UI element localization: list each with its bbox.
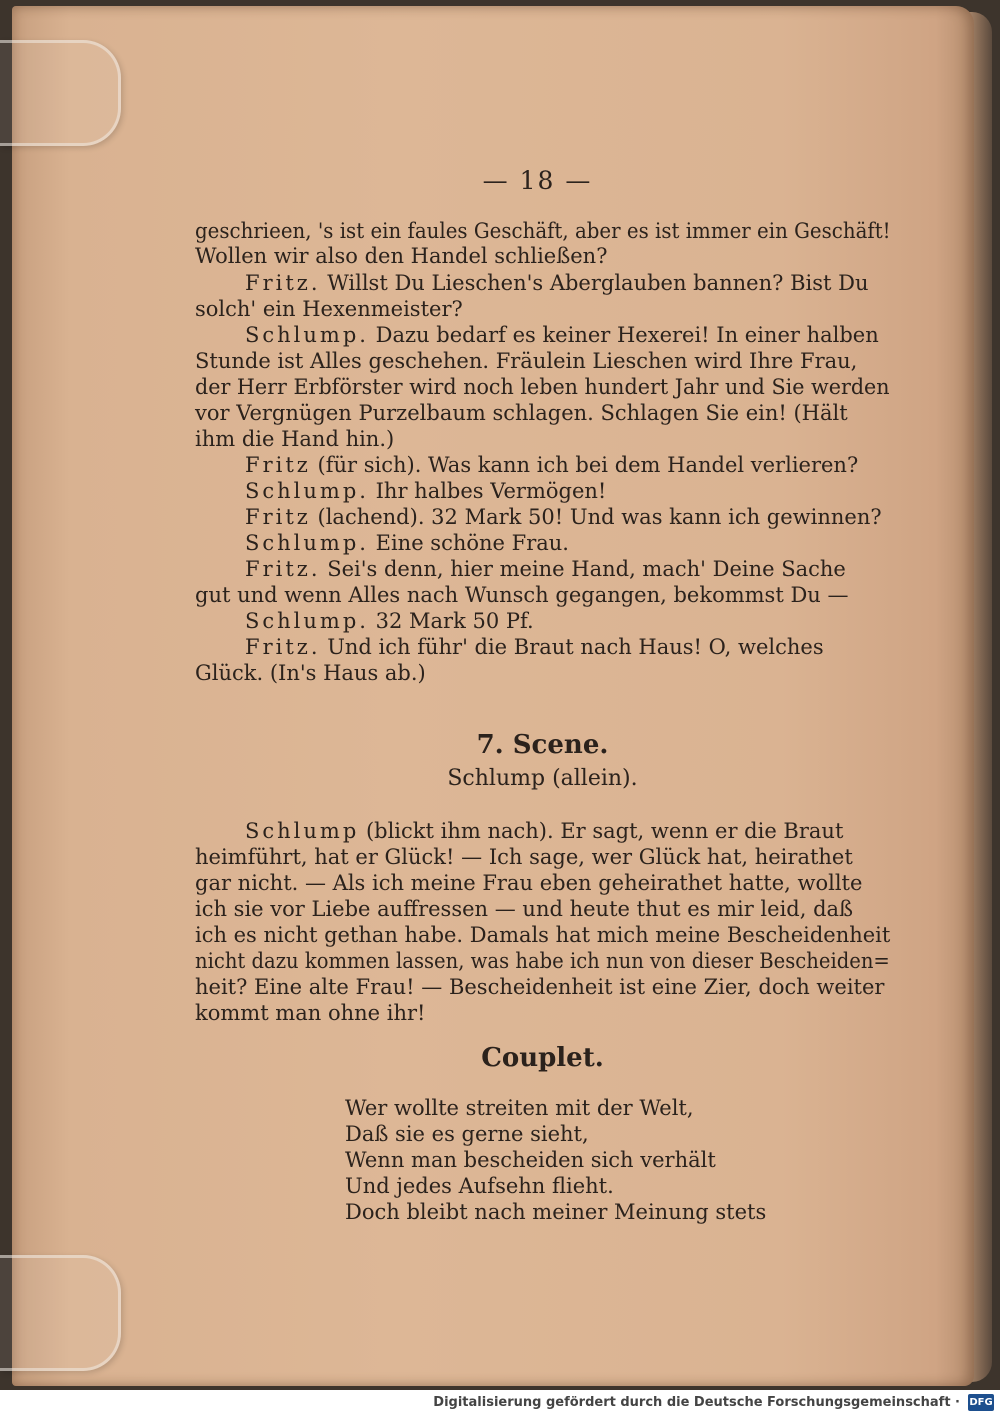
speaker-name: Schlump. — [245, 531, 369, 555]
dfg-logo: DFG — [968, 1394, 994, 1411]
text-line: nicht dazu kommen lassen, was habe ich nun von dieser Bescheiden= — [195, 949, 890, 973]
text-line: gar nicht. — Als ich meine Frau eben geheirathet hatte, wollte — [195, 871, 863, 895]
verse-line: Doch bleibt nach meiner Meinung stets — [345, 1200, 767, 1224]
text-line: Stunde ist Alles geschehen. Fräulein Lieschen wird Ihre Frau, — [195, 349, 858, 373]
text-line: ich sie vor Liebe auffressen — und heute thut es mir leid, daß — [195, 897, 854, 921]
text-line: Fritz (für sich). Was kann ich bei dem Handel verlieren? — [245, 453, 859, 477]
text-line: Schlump. Ihr halbes Vermögen! — [245, 479, 607, 503]
text-line: Schlump. 32 Mark 50 Pf. — [245, 609, 534, 633]
page-clip-top — [0, 40, 121, 146]
speaker-name: Fritz — [245, 453, 311, 477]
speaker-name: Schlump. — [245, 609, 369, 633]
speaker-name: Fritz — [245, 505, 311, 529]
text-line: heimführt, hat er Glück! — Ich sage, wer Glück hat, heirathet — [195, 845, 853, 869]
text-line: Fritz. Sei's denn, hier meine Hand, mach' Deine Sache — [245, 557, 846, 581]
page-number: — 18 — — [482, 166, 593, 195]
scene-title: 7. Scene. — [476, 730, 609, 760]
text-line: solch' ein Hexenmeister? — [195, 297, 463, 321]
text-line: Fritz. Willst Du Lieschen's Aberglauben bannen? Bist Du — [245, 271, 869, 295]
speaker-name: Schlump. — [245, 479, 369, 503]
funding-credit: Digitalisierung gefördert durch die Deutsche Forschungsgemeinschaft · — [433, 1395, 960, 1410]
text-line: Schlump (blickt ihm nach). Er sagt, wenn er die Braut — [245, 819, 844, 843]
text-line: Fritz (lachend). 32 Mark 50! Und was kann ich gewinnen? — [245, 505, 882, 529]
footer-bar — [0, 1390, 1000, 1416]
text-line: Wollen wir also den Handel schließen? — [195, 244, 608, 268]
text-line: gut und wenn Alles nach Wunsch gegangen, bekommst Du — — [195, 583, 849, 607]
text-line: ich es nicht gethan habe. Damals hat mich meine Bescheidenheit — [195, 923, 891, 947]
text-line: heit? Eine alte Frau! — Bescheidenheit ist eine Zier, doch weiter — [195, 975, 885, 999]
speaker-name: Fritz. — [245, 635, 321, 659]
text-line: vor Vergnügen Purzelbaum schlagen. Schlagen Sie ein! (Hält — [195, 401, 848, 425]
text-line: Glück. (In's Haus ab.) — [195, 661, 426, 685]
speaker-name: Schlump. — [245, 323, 369, 347]
text-line: ihm die Hand hin.) — [195, 427, 395, 451]
speaker-name: Fritz. — [245, 271, 321, 295]
speaker-name: Schlump — [245, 819, 360, 843]
verse-line: Und jedes Aufsehn flieht. — [345, 1174, 614, 1198]
verse-line: Daß sie es gerne sieht, — [345, 1122, 589, 1146]
text-line: Fritz. Und ich führ' die Braut nach Haus! O, welches — [245, 635, 824, 659]
text-line: der Herr Erbförster wird noch leben hundert Jahr und Sie werden — [195, 375, 890, 399]
scene-subtitle: Schlump (allein). — [447, 766, 638, 791]
verse-line: Wer wollte streiten mit der Welt, — [345, 1096, 694, 1120]
text-line: Schlump. Eine schöne Frau. — [245, 531, 569, 555]
couplet-title: Couplet. — [481, 1043, 604, 1073]
text-line: geschrieen, 's ist ein faules Geschäft, aber es ist immer ein Geschäft! — [195, 219, 891, 243]
verse-line: Wenn man bescheiden sich verhält — [345, 1148, 716, 1172]
page-clip-bottom — [0, 1255, 121, 1371]
speaker-name: Fritz. — [245, 557, 321, 581]
text-line: kommt man ohne ihr! — [195, 1001, 426, 1025]
text-line: Schlump. Dazu bedarf es keiner Hexerei! In einer halben — [245, 323, 879, 347]
